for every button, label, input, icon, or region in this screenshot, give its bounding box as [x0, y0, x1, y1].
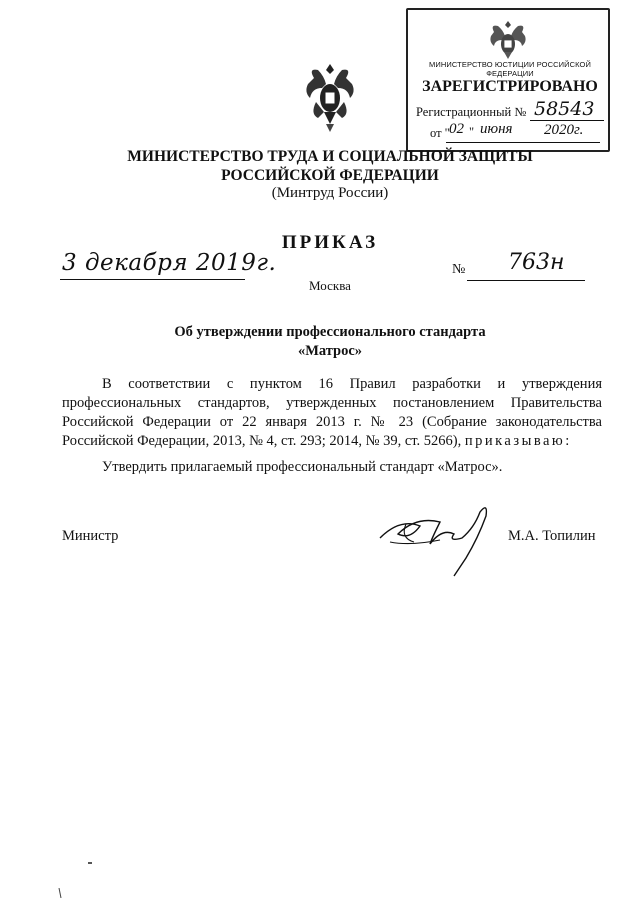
stamp-number-line — [530, 120, 604, 121]
stamp-date-year: 2020г. — [544, 122, 584, 138]
stamp-date-prefix: от " — [430, 126, 450, 140]
stamp-reg-number: 58543 — [534, 98, 595, 120]
scan-mark — [88, 862, 92, 864]
stamp-date-quote: " — [469, 125, 475, 139]
approve-clause: Утвердить прилагаемый профессиональный стандарт «Матрос». — [102, 459, 503, 475]
stamp-reg-label: Регистрационный № — [416, 105, 527, 119]
stamp-date-line — [446, 142, 600, 143]
document-title-line-1: Об утверждении профессионального стандарта — [174, 324, 486, 340]
coat-of-arms-emblem — [300, 58, 360, 138]
scan-corner-mark — [58, 888, 62, 898]
order-word: приказываю: — [464, 433, 572, 449]
handwritten-signature — [370, 498, 510, 578]
signer-name: М.А. Топилин — [508, 528, 596, 544]
stamp-date-month: июня — [480, 121, 513, 137]
ministry-short-name: (Минтруд России) — [271, 185, 389, 201]
order-date: 3 декабря 2019г. — [62, 250, 277, 276]
order-date-line — [60, 279, 245, 280]
body-paragraph-text: В соответствии с пунктом 16 Правил разработки и утверждения профессиональных стандартов, утвержденных постановлением Правительства Российской Федерации от 22 января 2013 г. № 23 (Собрание законодательства Российской Федерации, 2013, № 4, ст. 293; 2014, № 39, ст. 5266), — [62, 376, 602, 449]
order-city: Москва — [309, 278, 351, 293]
stamp-date-day: 02 — [449, 121, 464, 137]
order-number-label: № — [452, 262, 466, 277]
ministry-name — [120, 147, 540, 185]
document-title-line-2: «Матрос» — [297, 343, 363, 359]
ministry-line-1: МИНИСТЕРСТВО ТРУДА И СОЦИАЛЬНОЙ ЗАЩИТЫ — [127, 148, 533, 165]
ministry-line-2: РОССИЙСКОЙ ФЕДЕРАЦИИ — [221, 167, 439, 184]
order-number-line — [467, 280, 585, 281]
stamp-coat-of-arms-icon — [486, 18, 530, 62]
body-paragraph — [62, 375, 602, 451]
stamp-ministry-name: МИНИСТЕРСТВО ЮСТИЦИИ РОССИЙСКОЙ ФЕДЕРАЦИИ — [429, 60, 591, 78]
signer-position: Министр — [62, 528, 119, 544]
stamp-title: ЗАРЕГИСТРИРОВАНО — [422, 78, 598, 95]
order-heading: ПРИКАЗ — [281, 232, 379, 253]
order-number: 763н — [508, 250, 565, 275]
document-title — [140, 323, 520, 361]
